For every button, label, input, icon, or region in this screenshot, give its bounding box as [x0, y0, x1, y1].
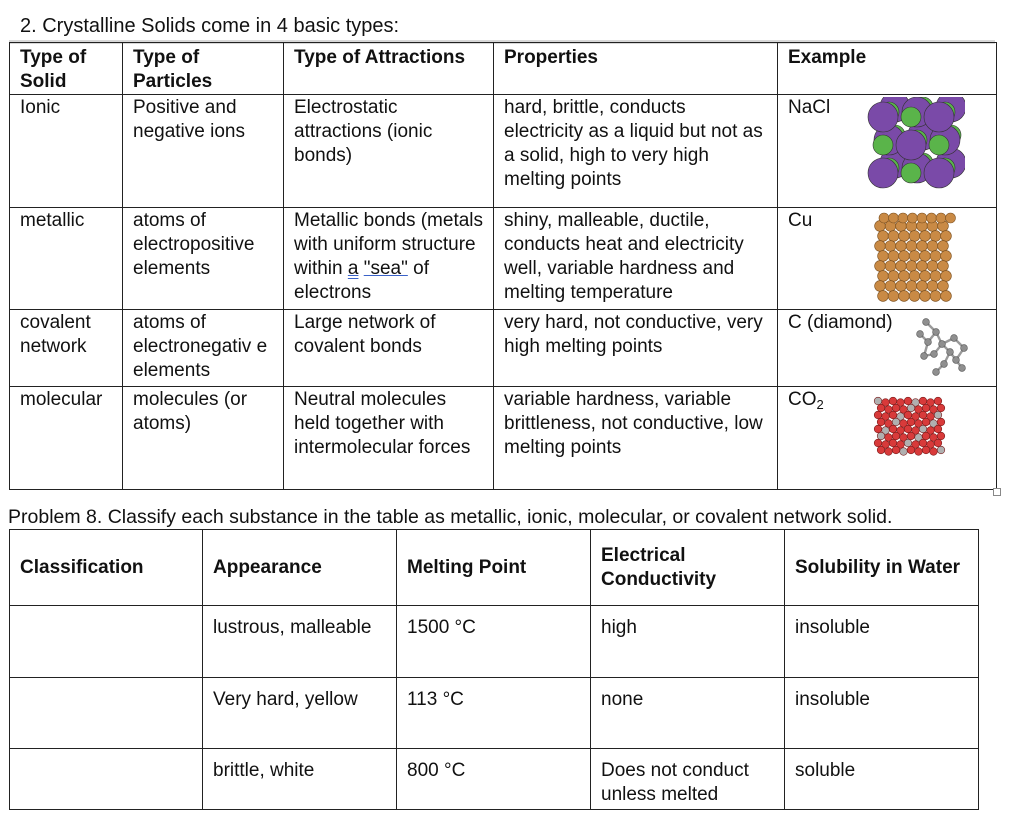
co2-molecule: [937, 404, 945, 412]
copper-atom: [909, 231, 920, 242]
co2-molecule: [904, 425, 912, 433]
copper-atom: [941, 271, 952, 282]
copper-atom: [899, 291, 910, 302]
cell-properties: shiny, malleable, ductile, conducts heat and electricity well, variable hardness and melting temperature: [494, 208, 778, 310]
attractions-sea: "sea": [363, 258, 408, 279]
chloride-ion: [868, 158, 898, 188]
cell-solubility: insoluble: [785, 606, 979, 678]
copper-atom: [920, 231, 931, 242]
problem-statement: Problem 8. Classify each substance in the table as metallic, ionic, molecular, or covalent network solid.: [8, 506, 893, 528]
copper-atom: [917, 261, 928, 272]
table-header-row: [10, 43, 997, 95]
co2-molecule: [904, 411, 912, 419]
co2-molecule: [919, 397, 927, 405]
copper-atom: [927, 213, 937, 223]
copper-atom: [920, 251, 931, 262]
sodium-ion: [901, 107, 921, 127]
cell-appearance: Very hard, yellow: [203, 678, 397, 749]
co2-molecule: [874, 439, 882, 447]
copper-atom: [899, 231, 910, 242]
copper-atom: [878, 291, 889, 302]
co2-molecule: [889, 411, 897, 419]
copper-atom: [885, 281, 896, 292]
carbon-atom: [947, 349, 954, 356]
cell-melting-point: 800 °C: [397, 749, 591, 810]
table-row: [10, 95, 997, 208]
cell-example: [778, 95, 997, 208]
carbon-atom: [933, 369, 940, 376]
copper-atom: [896, 281, 907, 292]
header-solubility: Solubility in Water: [785, 530, 979, 606]
example-label: Cu: [788, 210, 813, 231]
classification-answer-cell[interactable]: [10, 678, 203, 749]
classification-answer-cell[interactable]: [10, 606, 203, 678]
classification-table: [9, 529, 979, 810]
example-label: NaCl: [788, 97, 831, 118]
copper-atom: [938, 261, 949, 272]
copper-atom: [899, 271, 910, 282]
co2-molecule: [919, 425, 927, 433]
copper-atom: [878, 251, 889, 262]
cell-particles: molecules (or atoms): [123, 387, 284, 490]
co2-molecule: [900, 448, 908, 456]
carbon-atom: [961, 345, 968, 352]
co2-molecule: [892, 404, 900, 412]
cell-appearance: brittle, white: [203, 749, 397, 810]
header-type-of-solid: Type of Solid: [10, 43, 123, 95]
copper-atom: [888, 251, 899, 262]
section-heading: 2. Crystalline Solids come in 4 basic types:: [20, 15, 400, 37]
sodium-ion: [873, 135, 893, 155]
copper-atom: [878, 231, 889, 242]
cell-melting-point: 1500 °C: [397, 606, 591, 678]
copper-atom: [941, 231, 952, 242]
cell-melting-point: 113 °C: [397, 678, 591, 749]
co2-molecule: [907, 404, 915, 412]
attractions-text: Metallic bonds (metals with uniform structure within: [294, 210, 484, 279]
copper-atom: [930, 231, 941, 242]
attractions-a: a: [347, 258, 359, 279]
table-row: [10, 749, 979, 810]
copper-atom: [896, 261, 907, 272]
cell-particles: atoms of electropositive elements: [123, 208, 284, 310]
co2-molecule: [907, 418, 915, 426]
co2-molecule: [877, 418, 885, 426]
copper-atom: [930, 251, 941, 262]
sodium-ion: [929, 135, 949, 155]
co2-molecule: [907, 446, 915, 454]
co2-molecule: [922, 446, 930, 454]
co2-molecule: [904, 439, 912, 447]
co2-molecule: [934, 411, 942, 419]
copper-atom: [938, 241, 949, 252]
cell-attractions: [284, 208, 494, 310]
header-example: Example: [778, 43, 997, 95]
example-label: C (diamond): [788, 312, 893, 333]
co2-molecule: [922, 418, 930, 426]
copper-atom: [888, 231, 899, 242]
copper-atom: [920, 271, 931, 282]
cell-particles: atoms of electronegativ e elements: [123, 310, 284, 387]
carbon-atom: [959, 365, 966, 372]
copper-atom: [888, 271, 899, 282]
co2-molecule: [874, 425, 882, 433]
formula-subscript: 2: [816, 397, 824, 412]
cell-solubility: soluble: [785, 749, 979, 810]
copper-atom: [885, 261, 896, 272]
copper-atom: [927, 261, 938, 272]
co2-molecule: [889, 425, 897, 433]
copper-atom: [899, 251, 910, 262]
carbon-atom: [917, 331, 924, 338]
co2-molecule: [892, 446, 900, 454]
copper-atom: [896, 241, 907, 252]
co2-molecule: [904, 397, 912, 405]
nacl-crystal-image: [865, 97, 965, 195]
co2-molecule: [937, 446, 945, 454]
co2-molecule: [889, 439, 897, 447]
copper-atom: [875, 281, 886, 292]
carbon-atom: [951, 335, 958, 342]
cell-attractions: Electrostatic attractions (ionic bonds): [284, 95, 494, 208]
co2-molecule: [889, 397, 897, 405]
cell-conductivity: high: [591, 606, 785, 678]
co2-molecule: [892, 432, 900, 440]
solid-types-table: [9, 42, 997, 490]
table-resize-handle[interactable]: [993, 488, 1001, 496]
header-type-of-attractions: Type of Attractions: [284, 43, 494, 95]
header-melting-point: Melting Point: [397, 530, 591, 606]
copper-atom: [941, 291, 952, 302]
cell-conductivity: none: [591, 678, 785, 749]
table-row: [10, 310, 997, 387]
copper-atom: [898, 213, 908, 223]
copper-atom: [879, 213, 889, 223]
cell-solid: Ionic: [10, 95, 123, 208]
co2-molecule: [919, 411, 927, 419]
carbon-atom: [925, 339, 932, 346]
cell-solid: molecular: [10, 387, 123, 490]
header-type-of-particles: Type of Particles: [123, 43, 284, 95]
table-header-row: [10, 530, 979, 606]
carbon-atom: [939, 341, 946, 348]
chloride-ion: [924, 102, 954, 132]
carbon-atom: [933, 329, 940, 336]
co2-molecule: [934, 397, 942, 405]
chloride-ion: [868, 102, 898, 132]
co2-molecule: [919, 439, 927, 447]
copper-atom: [930, 291, 941, 302]
chloride-ion: [896, 130, 926, 160]
co2-molecule: [937, 432, 945, 440]
cell-particles: Positive and negative ions: [123, 95, 284, 208]
copper-atom: [946, 213, 956, 223]
cell-properties: variable hardness, variable brittleness, not conductive, low melting points: [494, 387, 778, 490]
header-electrical-conductivity: Electrical Conductivity: [591, 530, 785, 606]
copper-atom: [888, 291, 899, 302]
co2-molecule: [934, 439, 942, 447]
carbon-atom: [941, 361, 948, 368]
table-row: [10, 387, 997, 490]
table-row: [10, 208, 997, 310]
cell-attractions: Neutral molecules held together with intermolecular forces: [284, 387, 494, 490]
copper-atom: [917, 241, 928, 252]
co2-molecule: [877, 446, 885, 454]
copper-atom: [909, 271, 920, 282]
formula-main: CO: [788, 389, 817, 410]
copper-atom: [927, 241, 938, 252]
cell-properties: very hard, not conductive, very high melting points: [494, 310, 778, 387]
co2-molecule: [934, 425, 942, 433]
co2-molecule: [885, 448, 893, 456]
copper-atom: [875, 241, 886, 252]
sodium-ion: [901, 163, 921, 183]
header-appearance: Appearance: [203, 530, 397, 606]
copper-atom: [885, 241, 896, 252]
table-row: [10, 678, 979, 749]
co2-molecule: [930, 448, 938, 456]
cell-attractions: Large network of covalent bonds: [284, 310, 494, 387]
carbon-atom: [953, 357, 960, 364]
copper-atom: [906, 261, 917, 272]
co2-molecule: [877, 432, 885, 440]
copper-atom: [917, 281, 928, 292]
copper-atom: [878, 271, 889, 282]
co2-molecule: [874, 397, 882, 405]
diamond-structure-image: [906, 312, 976, 380]
copper-atom: [908, 213, 918, 223]
cell-solid: covalent network: [10, 310, 123, 387]
classification-answer-cell[interactable]: [10, 749, 203, 810]
copper-atom: [889, 213, 899, 223]
carbon-atom: [921, 353, 928, 360]
co2-crystal-image: [870, 393, 948, 461]
copper-atom: [941, 251, 952, 262]
chloride-ion: [924, 158, 954, 188]
copper-atom: [920, 291, 931, 302]
header-properties: Properties: [494, 43, 778, 95]
copper-atom: [875, 261, 886, 272]
copper-atom: [909, 251, 920, 262]
copper-atom: [936, 213, 946, 223]
copper-atom: [938, 281, 949, 292]
copper-crystal-image: [872, 212, 958, 304]
attractions-text-end: of electrons: [294, 258, 429, 303]
copper-atom: [930, 271, 941, 282]
co2-molecule: [922, 404, 930, 412]
cell-solid: metallic: [10, 208, 123, 310]
cell-example: [778, 387, 997, 490]
carbon-atom: [923, 319, 930, 326]
co2-molecule: [922, 432, 930, 440]
cell-appearance: lustrous, malleable: [203, 606, 397, 678]
cell-properties: hard, brittle, conducts electricity as a liquid but not as a solid, high to very high melting points: [494, 95, 778, 208]
copper-atom: [927, 281, 938, 292]
co2-molecule: [892, 418, 900, 426]
cell-conductivity: Does not conduct unless melted: [591, 749, 785, 810]
copper-atom: [906, 281, 917, 292]
co2-molecule: [877, 404, 885, 412]
copper-atom: [906, 241, 917, 252]
co2-molecule: [937, 418, 945, 426]
co2-molecule: [907, 432, 915, 440]
copper-atom: [909, 291, 920, 302]
header-classification: Classification: [10, 530, 203, 606]
co2-molecule: [915, 448, 923, 456]
table-row: [10, 606, 979, 678]
copper-atom: [917, 213, 927, 223]
carbon-atom: [931, 351, 938, 358]
cell-solubility: insoluble: [785, 678, 979, 749]
cell-example: [778, 208, 997, 310]
cell-example: [778, 310, 997, 387]
co2-molecule: [874, 411, 882, 419]
